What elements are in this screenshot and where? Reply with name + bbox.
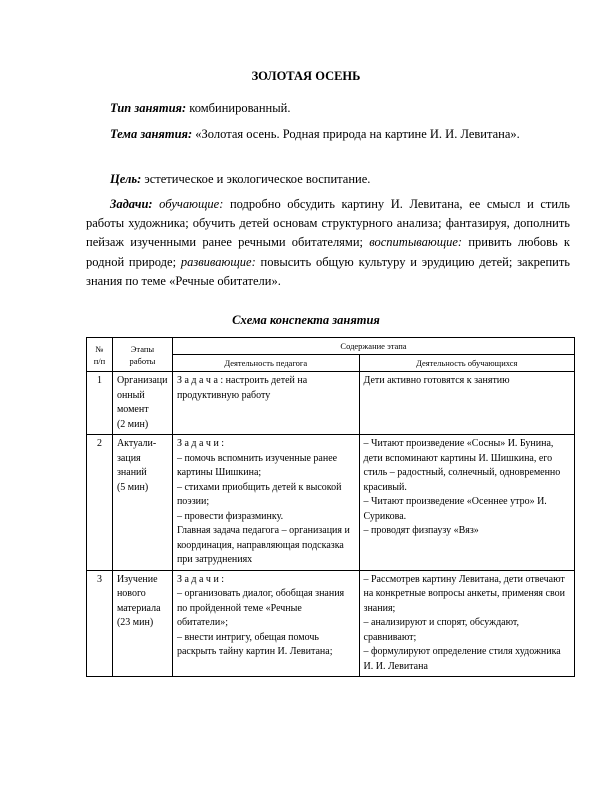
task-heading: З а д а ч и : (176, 438, 225, 449)
header-teacher: Деятельность педагога (172, 355, 359, 372)
header-stages: Этапы работы (112, 338, 172, 372)
header-content: Содержание этапа (172, 338, 574, 355)
lesson-goal-text: эстетическое и экологическое воспитание. (141, 172, 371, 186)
row-number: 3 (87, 570, 113, 677)
tasks-upbringing-text: привить любовь к родной природе; (86, 235, 570, 269)
table-row (87, 435, 575, 571)
row-stage (112, 372, 172, 435)
stage-line: нового (116, 588, 146, 599)
stage-line: Актуали- (116, 438, 157, 449)
stage-line: (23 мин) (116, 617, 154, 628)
lesson-plan-table (86, 337, 575, 677)
teacher-item: – организовать диалог, обобщая знания по пройденной теме «Речные обитатели»; (176, 588, 345, 628)
lesson-topic-text: «Золотая осень. Родная природа на картине И. И. Левитана». (192, 127, 520, 141)
stage-line: зация (116, 452, 141, 464)
stage-line: (5 мин) (116, 481, 149, 493)
table-row (87, 570, 575, 677)
row-student-activity (359, 372, 575, 435)
lesson-tasks (86, 195, 570, 291)
student-item: – Рассмотрев картину Левитана, дети отвечают на конкретные вопросы анкеты, применяя свои знания; (363, 573, 565, 614)
schema-title: Схема конспекта занятия (232, 313, 380, 327)
stage-line: (2 мин) (116, 418, 149, 430)
header-students: Деятельность обучающихся (359, 355, 575, 372)
row-teacher-activity (172, 372, 359, 435)
stage-line: Изучение (116, 573, 158, 585)
teacher-item: – провести физразминку. (176, 510, 284, 522)
lesson-tasks-label: Задачи: (110, 197, 153, 211)
student-item: – проводят физпаузу «Вяз» (363, 525, 479, 536)
tasks-teaching-label: обучающие: (152, 197, 224, 211)
stage-line: знаний (116, 467, 147, 478)
teacher-item: – помочь вспомнить изученные ранее картины Шишкина; (176, 452, 338, 478)
teacher-item: Главная задача педагога – организация и координация, направляющая подсказка при затруднениях (176, 525, 350, 565)
header-num: № п/п (87, 338, 113, 372)
stage-line: онный (116, 389, 145, 401)
teacher-item: : настроить детей на продуктивную работу (176, 375, 308, 401)
stage-line: материала (116, 602, 161, 614)
student-item: – формулируют определение стиля художника И. И. Левитана (363, 646, 561, 672)
lesson-type-label: Тип занятия: (110, 101, 187, 115)
stage-line: Организаци (116, 375, 168, 386)
student-item: – Читают произведение «Осеннее утро» И. Сурикова. (363, 496, 547, 522)
document-title: ЗОЛОТАЯ ОСЕНЬ (251, 69, 361, 83)
row-teacher-activity (172, 435, 359, 571)
tasks-developing-label: развивающие: (180, 254, 256, 269)
lesson-goal-label: Цель: (110, 172, 142, 186)
lesson-topic (86, 125, 570, 144)
row-stage (112, 570, 172, 677)
table-header-row (87, 338, 575, 355)
row-teacher-activity (172, 570, 359, 677)
teacher-item: – внести интригу, обещая помочь раскрыть тайну картин И. Левитана; (176, 631, 333, 657)
stage-line: момент (116, 404, 149, 415)
task-heading: З а д а ч а (176, 375, 218, 386)
table-row (87, 372, 575, 435)
student-item: Дети активно готовятся к занятию (363, 375, 510, 386)
row-stage (112, 435, 172, 571)
row-number: 2 (87, 435, 113, 571)
tasks-upbringing-label: воспитывающие: (369, 235, 463, 250)
tasks-developing-text: повысить общую культуру и эрудицию детей; закрепить знания по теме «Речные обитатели». (86, 254, 571, 288)
lesson-topic-label: Тема занятия: (110, 127, 193, 141)
row-student-activity (359, 570, 575, 677)
row-student-activity (359, 435, 575, 571)
student-item: – Читают произведение «Сосны» И. Бунина, дети вспоминают картины И. Шишкина, его стиль – радостный, солнечный, одновременно красивый. (363, 438, 561, 493)
row-number: 1 (87, 372, 113, 435)
lesson-goal (86, 170, 570, 189)
task-heading: З а д а ч и : (176, 573, 225, 585)
teacher-item: – стихами приобщить детей к высокой поэзии; (176, 481, 342, 507)
lesson-type-text: комбинированный. (186, 101, 291, 115)
lesson-type (86, 99, 570, 118)
tasks-teaching-text: подробно обсудить картину И. Левитана, ее смысл и стиль работы художника; обучить детей основам структурного анализа; фантазируя, дополнить пейзаж изученными ранее речными обитателями; (86, 197, 570, 250)
student-item: – анализируют и спорят, обсуждают, сравнивают; (363, 617, 520, 643)
